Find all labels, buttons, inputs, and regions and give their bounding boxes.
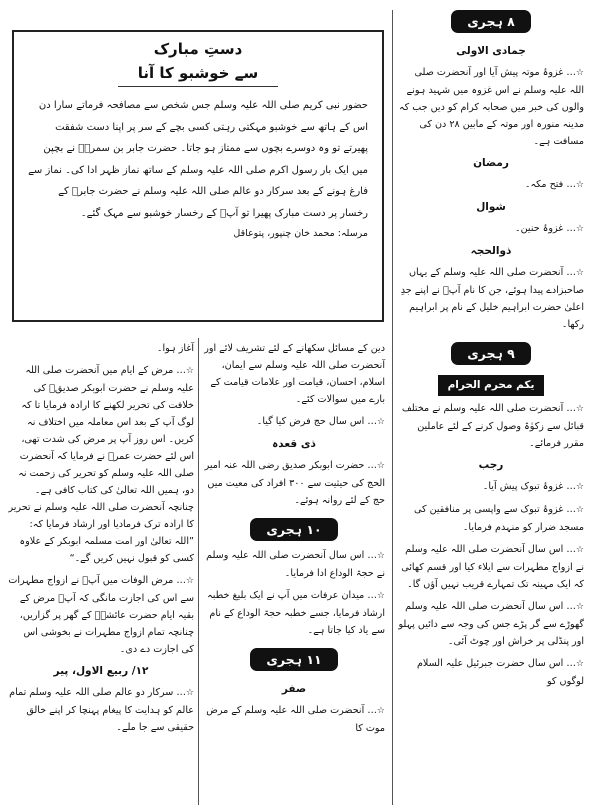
column-divider <box>198 338 199 805</box>
event-item: ☆… مرض الوفات میں آپؐ نے ازواج مطہرات سے اس کی اجازت مانگی کہ آپؐ مرض کے بقیہ ایام حضرت عائشہؓ کے گھر پر گزاریں، چنانچہ تمام ازواج مطہرات نے بخوشی اس کی اجازت دے دی۔ <box>8 575 194 655</box>
event-item: ☆… اس سال آنحضرت صلی اللہ علیہ وسلم نے ازواج مطہرات سے ایلاء کیا اور قسم کھائی کہ ایک مہینہ تک تمہارے قریب نہیں آؤں گا۔ <box>401 544 584 590</box>
star-icon: ☆ <box>575 602 584 612</box>
event-item: ☆… اس سال آنحضرت صلی اللہ علیہ وسلم نے حجۃ الوداع ادا فرمایا۔ <box>206 550 385 579</box>
star-icon: ☆ <box>185 688 194 698</box>
middle-column <box>203 340 385 742</box>
month-heading: صفر <box>281 683 307 695</box>
event-item: ☆… آنحضرت صلی اللہ علیہ وسلم کے یہاں صاحبزادے پیدا ہوئے، جن کا نام آپؐ نے اپنے جدِ اعلیٰ حضرت ابراہیم خلیل کے نام پر ابراہیم رکھا۔ <box>400 267 584 330</box>
featured-article-box <box>12 30 384 322</box>
article-sender: مرسلہ: محمد خان چنپور، پتوعاقل <box>233 228 368 239</box>
column-divider <box>392 10 393 805</box>
event-item: ☆… اس سال آنحضرت صلی اللہ علیہ وسلم گھوڑے سے گر پڑے جس کی وجہ سے دائیں پہلو اور پنڈلی پر خراش اور چوٹ آئی۔ <box>398 601 584 647</box>
star-icon: ☆ <box>575 482 584 492</box>
star-icon: ☆ <box>575 224 584 234</box>
event-item: ☆… حضرت ابوبکر صدیق رضی اللہ عنہ امیر الحج کی حیثیت سے ۳۰۰ افراد کی معیت میں حج کے لئے روانہ ہوئے۔ <box>204 460 385 506</box>
right-column <box>398 6 584 695</box>
event-item: ☆… غزوۂ تبوک سے واپسی پر منافقین کی مسجد ضرار کو منہدم فرمایا۔ <box>413 504 584 533</box>
star-icon: ☆ <box>575 505 584 515</box>
event-item: ☆… میدان عرفات میں آپ نے ایک بلیغ خطبہ ارشاد فرمایا، جسے خطبہ حجۃ الوداع کے نام سے یاد کیا جاتا ہے۔ <box>207 590 385 636</box>
month-heading: شوال <box>476 201 506 213</box>
article-subtitle: سے خوشبو کا آنا <box>137 64 259 82</box>
star-icon: ☆ <box>376 591 385 601</box>
event-item: ☆… غزوۂ تبوک پیش آیا۔ <box>482 481 584 492</box>
star-icon: ☆ <box>575 545 584 555</box>
year-10-heading: ۱۰ ہجری <box>250 518 337 541</box>
title-underline <box>118 86 278 87</box>
year-11-heading: ۱۱ ہجری <box>250 648 337 671</box>
star-icon: ☆ <box>185 366 194 376</box>
month-heading: ذوالحجہ <box>470 245 512 257</box>
event-item: ☆… غزوۂ موتہ پیش آیا اور آنحضرت صلی اللہ علیہ وسلم نے اس غزوہ میں شہید ہونے والوں کی خبر میں صحابہ کرام کو دیں جب کہ مدینہ منورہ اور موتہ کے مابین ۲۸ دن کی مسافت ہے۔ <box>398 67 584 147</box>
article-body: حضور نبی کریم صلی اللہ علیہ وسلم جس شخص سے مصافحہ فرماتے سارا دن اس کے ہاتھ سے خوشبو مہکتی رہتی کسی بچے کے سر پر اپنا دست شفقت پھیرتے تو وہ دوسرے بچوں سے ممتاز ہو جاتا۔ حضرت جابر بن سمرہؓ نے بچپن میں ایک بار رسول اکرم صلی اللہ علیہ وسلم کے ساتھ نماز ظہر ادا کی۔ نماز سے فارغ ہونے کے بعد سرکار دو عالم صلی اللہ علیہ وسلم نے حضرت جابرؓ کے رخسار پر دست مبارک پھیرا تو آپؐ کے رخسار خوشبو سے مہک گئے۔ <box>28 100 368 219</box>
star-icon: ☆ <box>376 551 385 561</box>
event-item: ☆… مرض کے ایام میں آنحضرت صلی اللہ علیہ وسلم نے حضرت ابوبکر صدیقؓ کی خلافت کی تحریر لکھنے کا ارادہ فرمایا تا کہ لوگ آپ کے بعد اس معاملہ میں اختلاف نہ کریں۔ اس روز آپ پر مرض کی شدت تھی، اس لئے حضرت عمرؓ نے فرمایا کہ آنحضرت صلی اللہ علیہ وسلم کو تحریر کی زحمت نہ دو، ہمیں اللہ تعالیٰ کی کتاب کافی ہے۔ چنانچہ آنحضرت صلی اللہ علیہ وسلم نے تحریر کا ارادہ ترک فرمادیا اور ارشاد فرمایا کہ: ”اللہ تعالیٰ اور امت مسلمہ ابوبکر کے علاوہ کسی کو قبول نہیں کریں گے۔“ <box>8 365 194 564</box>
month-heading: رمضان <box>473 157 509 169</box>
event-item: ☆… فتح مکہ۔ <box>524 179 584 190</box>
date-heading: ۱۲/ ربیع الاول، پیر <box>53 665 149 677</box>
event-item: دین کے مسائل سکھانے کے لئے تشریف لائے اور آنحضرت صلی اللہ علیہ وسلم سے ایمان، اسلام، احسان، قیامت اور علامات قیامت کے بارے میں سوالات کئے۔ <box>204 343 385 405</box>
month-heading: رجب <box>478 459 504 471</box>
event-item: ☆… آنحضرت صلی اللہ علیہ وسلم کے مرض موت کا <box>206 705 385 734</box>
year-9-heading: ۹ ہجری <box>451 342 531 365</box>
left-column <box>8 340 194 741</box>
star-icon: ☆ <box>575 180 584 190</box>
star-icon: ☆ <box>376 417 385 427</box>
event-item: ☆… اس سال حج فرض کیا گیا۔ <box>256 416 385 427</box>
star-icon: ☆ <box>575 268 584 278</box>
star-icon: ☆ <box>376 706 385 716</box>
event-item: ☆… غزوۂ حنین۔ <box>515 223 584 234</box>
article-title: دستِ مبارک <box>153 40 243 58</box>
month-heading: جمادی الاولی <box>456 45 526 57</box>
event-item: آغاز ہوا۔ <box>156 343 194 354</box>
month-bar-heading: یکم محرم الحرام <box>438 375 545 396</box>
month-heading: ذی قعدہ <box>272 438 316 450</box>
event-item: ☆… آنحضرت صلی اللہ علیہ وسلم نے مختلف قبائل سے زکوٰۃ وصول کرنے کے لئے عاملین مقرر فرمائے۔ <box>401 403 584 449</box>
star-icon: ☆ <box>376 461 385 471</box>
event-item: ☆… اس سال حضرت جبرئیل علیہ السلام لوگوں کو <box>416 658 584 687</box>
year-8-heading: ۸ ہجری <box>451 10 531 33</box>
event-item: ☆… سرکار دو عالم صلی اللہ علیہ وسلم تمام عالم کو ہدایت کا پیغام پہنچا کر اپنے خالق حقیقی سے جا ملے۔ <box>9 687 194 733</box>
star-icon: ☆ <box>575 68 584 78</box>
star-icon: ☆ <box>575 659 584 669</box>
star-icon: ☆ <box>185 576 194 586</box>
star-icon: ☆ <box>575 404 584 414</box>
